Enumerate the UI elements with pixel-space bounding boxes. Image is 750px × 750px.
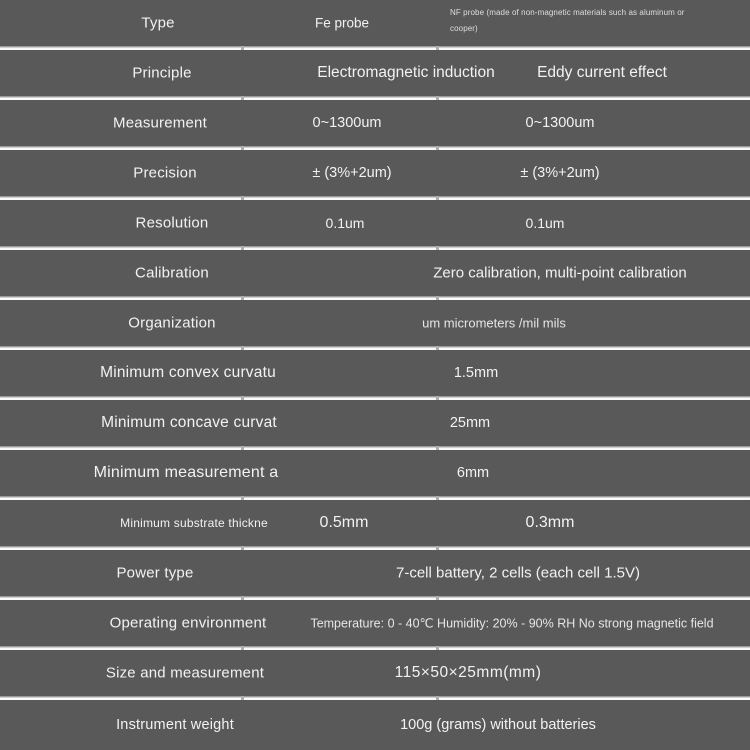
spec-row-size <box>0 650 750 696</box>
spec-label: Precision <box>133 164 197 182</box>
spec-row-min-concave-curvature <box>0 400 750 446</box>
spec-row-precision <box>0 150 750 196</box>
spec-row-measurement <box>0 100 750 146</box>
spec-value: 0~1300um <box>312 115 382 131</box>
spec-label: Instrument weight <box>116 717 234 733</box>
spec-value: 0.3mm <box>525 514 575 531</box>
spec-value: Eddy current effect <box>537 64 667 81</box>
spec-row-min-substrate-thickness <box>0 500 750 546</box>
spec-row-min-convex-curvature <box>0 350 750 396</box>
spec-label: Calibration <box>135 264 209 282</box>
spec-value: ± (3%+2um) <box>312 165 392 181</box>
spec-row-type <box>0 0 750 46</box>
spec-label: Resolution <box>135 214 209 232</box>
spec-row-calibration <box>0 250 750 296</box>
spec-value: 7-cell battery, 2 cells (each cell 1.5V) <box>396 564 640 582</box>
spec-value-fe-probe: Fe probe <box>314 15 370 31</box>
spec-label: Organization <box>128 314 216 332</box>
spec-value-nf-probe: NF probe (made of non-magnetic materials such as aluminum or cooper) <box>450 8 685 33</box>
spec-value: 0.1um <box>325 215 365 231</box>
spec-label: Principle <box>132 64 192 82</box>
spec-label: Minimum concave curvat <box>101 414 277 431</box>
spec-row-organization <box>0 300 750 346</box>
spec-label: Measurement <box>113 114 207 132</box>
spec-value: Electromagnetic induction <box>317 64 495 81</box>
spec-row-principle <box>0 50 750 96</box>
spec-value: 100g (grams) without batteries <box>400 717 596 733</box>
spec-label: Type <box>141 14 175 32</box>
spec-value: Zero calibration, multi-point calibration <box>433 264 687 282</box>
spec-row-power-type <box>0 550 750 596</box>
spec-value: 115×50×25mm(mm) <box>394 664 542 681</box>
spec-label: Power type <box>116 564 194 582</box>
spec-label: Minimum measurement a <box>93 464 279 481</box>
spec-row-operating-environment <box>0 600 750 646</box>
spec-value: 0.5mm <box>319 514 369 531</box>
spec-label: Size and measurement <box>105 664 265 682</box>
spec-label: Operating environment <box>109 614 267 632</box>
spec-row-instrument-weight <box>0 700 750 750</box>
spec-value: 25mm <box>449 415 491 431</box>
spec-value: 0.1um <box>525 215 565 231</box>
spec-value: um micrometers /mil mils <box>422 315 566 331</box>
spec-value: Temperature: 0 - 40℃ Humidity: 20% - 90% RH No strong magnetic field <box>310 616 714 631</box>
spec-label: Minimum convex curvatu <box>100 364 276 381</box>
spec-value: 0~1300um <box>525 115 595 131</box>
spec-value: 6mm <box>456 465 490 481</box>
spec-label: Minimum substrate thickne <box>120 516 268 530</box>
spec-value: 1.5mm <box>453 365 499 381</box>
spec-value: ± (3%+2um) <box>520 165 600 181</box>
spec-row-resolution <box>0 200 750 246</box>
spec-row-min-measurement-area <box>0 450 750 496</box>
